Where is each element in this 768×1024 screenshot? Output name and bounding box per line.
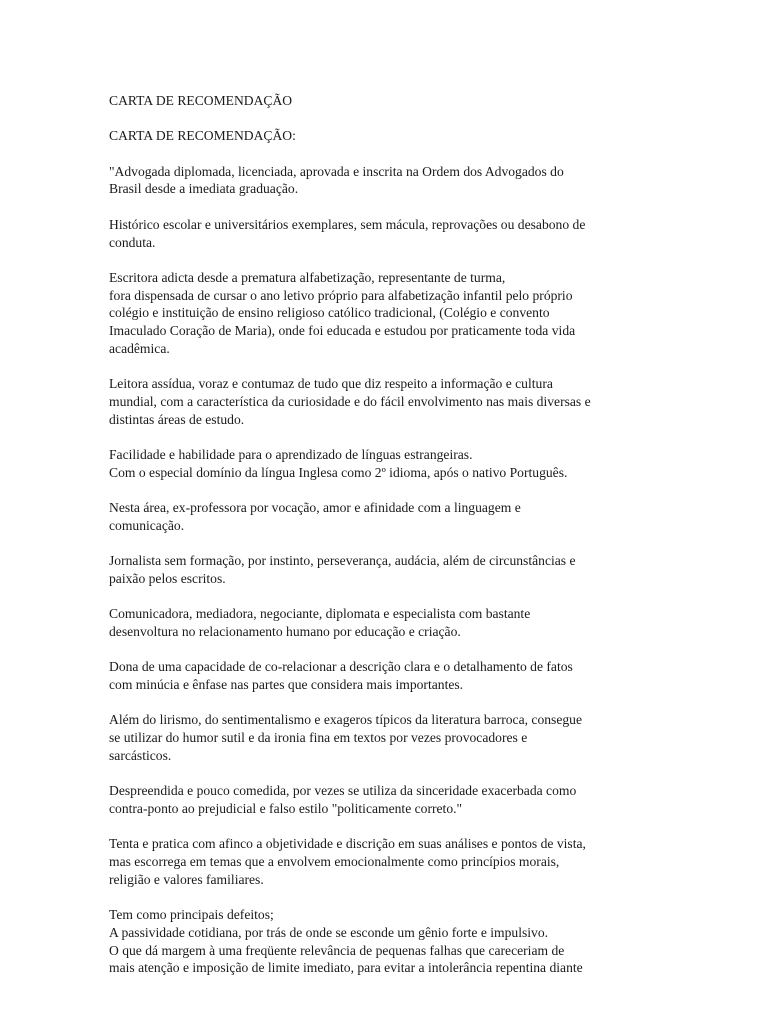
paragraph: "Advogada diplomada, licenciada, aprovada e inscrita na Ordem dos Advogados do Brasil desde a imediata graduação. [109,163,564,197]
document-title: CARTA DE RECOMENDAÇÃO [109,93,293,108]
paragraph: Histórico escolar e universitários exemplares, sem mácula, reprovações ou desabono de conduta. [109,216,586,250]
paragraph: Além do lirismo, do sentimentalismo e exageros típicos da literatura barroca, consegue se utilizar do humor sutil e da ironia fina em textos por vezes provocadores e sarcásticos. [109,712,582,763]
paragraph: Nesta área, ex-professora por vocação, amor e afinidade com a linguagem e comunicação. [109,500,521,533]
paragraph: Facilidade e habilidade para o aprendizado de línguas estrangeiras. Com o especial domínio da língua Inglesa como 2º idioma, após o nativo Português. [109,446,568,480]
paragraph: Tem como principais defeitos; A passividade cotidiana, por trás de onde se esconde um gênio forte e impulsivo. O que dá margem à uma freqüente relevância de pequenas falhas que careceriam de mais atenção e imposição de limite imediato, para evitar a intolerância repentina diante [109,907,583,976]
paragraph: Leitora assídua, voraz e contumaz de tudo que diz respeito a informação e cultura mundial, com a característica da curiosidade e do fácil envolvimento nas mais diversas e distintas áreas de estudo. [109,376,591,427]
document-page [109,92,669,995]
paragraph: Despreendida e pouco comedida, por vezes se utiliza da sinceridade exacerbada como contra-ponto ao prejudicial e falso estilo "politicamente correto." [109,783,577,816]
paragraph: Comunicadora, mediadora, negociante, diplomata e especialista com bastante desenvoltura no relacionamento humano por educação e criação. [109,606,531,639]
paragraph: Escritora adicta desde a prematura alfabetização, representante de turma, fora dispensada de cursar o ano letivo próprio para alfabetização infantil pelo próprio colégio e instituição de ensino religioso católico tradicional, (Colégio e convento Imaculado Coração de Maria), onde foi educada e estudou por praticamente toda vida acadêmica. [109,269,576,356]
document-subtitle: CARTA DE RECOMENDAÇÃO: [109,128,296,144]
paragraph: Dona de uma capacidade de co-relacionar a descrição clara e o detalhamento de fatos com minúcia e ênfase nas partes que considera mais importantes. [109,659,573,693]
paragraph: Jornalista sem formação, por instinto, perseverança, audácia, além de circunstâncias e paixão pelos escritos. [109,553,576,586]
paragraph: Tenta e pratica com afinco a objetividade e discrição em suas análises e pontos de vista, mas escorrega em temas que a envolvem emocionalmente como princípios morais, religião e valores familiares. [109,836,586,887]
